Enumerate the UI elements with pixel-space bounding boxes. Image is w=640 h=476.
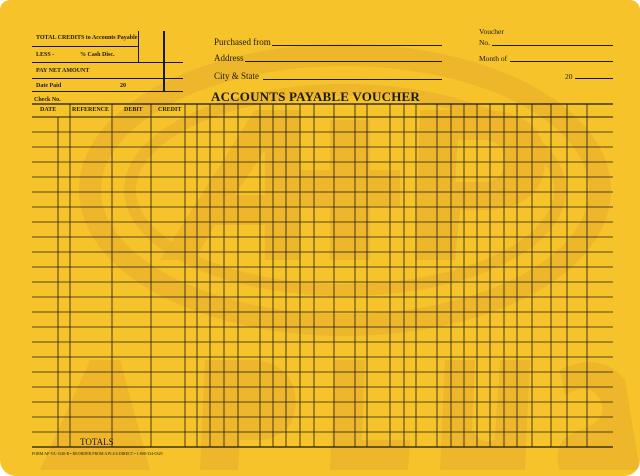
date-paid-year: 20 [120, 83, 126, 89]
check-no-label: Check No. [34, 97, 61, 103]
year-prefix: 20 [565, 72, 573, 81]
city-state-label: City & State [214, 71, 259, 81]
less-label: LESS - [36, 52, 55, 58]
month-of-label: Month of [479, 54, 508, 63]
form-footer: FORM AP-VA-1540-B • REORDER FROM A PLUS DIRECT • 1-800-334-0329 [32, 451, 163, 456]
pay-net-label: PAY NET AMOUNT [36, 68, 90, 74]
form-title: ACCOUNTS PAYABLE VOUCHER [211, 89, 420, 104]
cash-disc-label: % Cash Disc. [80, 52, 115, 58]
total-credits-label: TOTAL CREDITS to Accounts Payable [36, 35, 138, 41]
voucher-label: Voucher [479, 27, 504, 36]
address-label: Address [214, 53, 244, 63]
col-debit: DEBIT [124, 107, 143, 113]
voucher-no-label: No. [479, 38, 491, 47]
totals-label: TOTALS [80, 437, 114, 447]
purchased-from-label: Purchased from [214, 37, 271, 47]
date-paid-label: Date Paid [36, 83, 62, 89]
col-date: DATE [40, 107, 57, 113]
col-reference: REFERENCE [72, 107, 110, 113]
col-credit: CREDIT [158, 107, 182, 113]
